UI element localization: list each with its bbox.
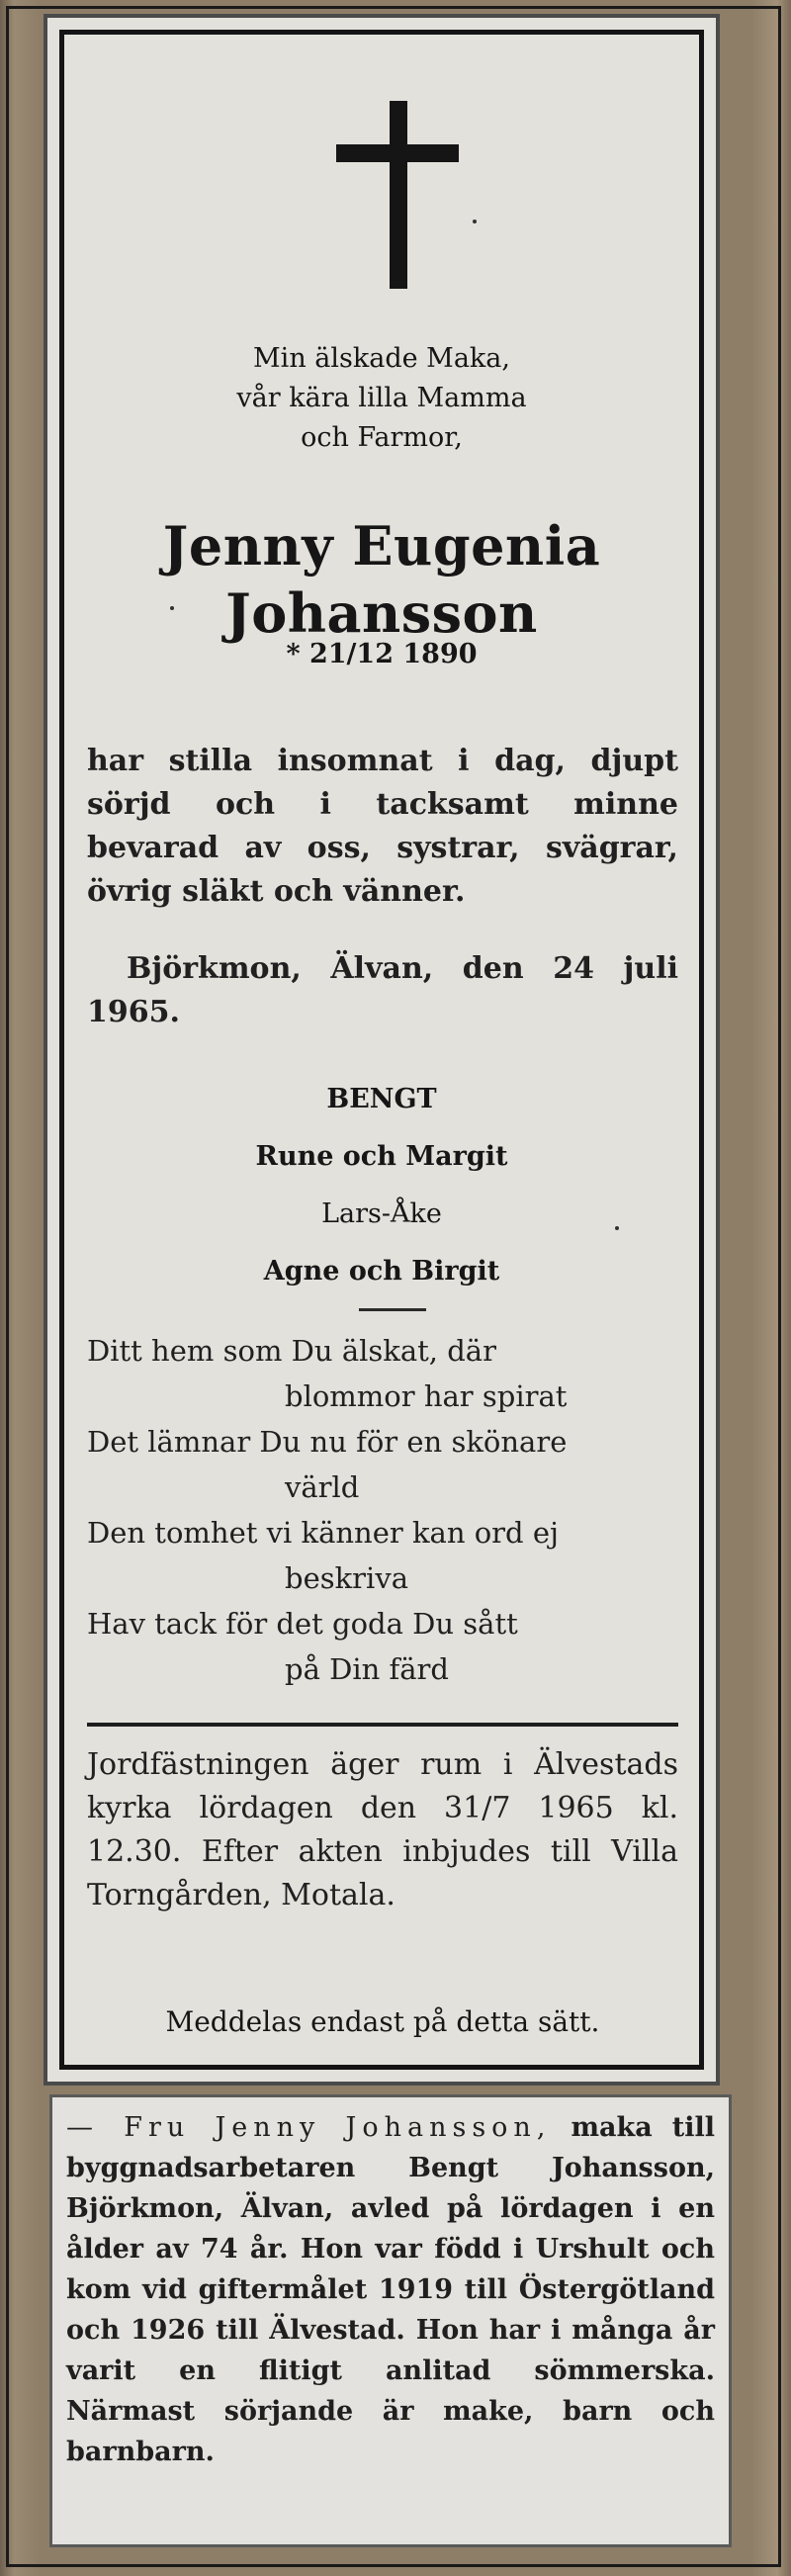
poem-line: Det lämnar Du nu för en skönare: [87, 1425, 568, 1459]
family-member: Lars-Åke: [321, 1199, 442, 1229]
closing-note: Meddelas endast på detta sätt.: [165, 2005, 600, 2038]
funeral-info: Jordfästningen äger rum i Älvestads kyrka lördagen den 31/7 1965 kl. 12.30. Efter akten inbjudes till Villa Torngården, Motala.: [87, 1747, 678, 1912]
family-list: [87, 1071, 676, 1300]
print-speck: [615, 1226, 619, 1230]
poem-line-cont: blommor har spirat: [285, 1379, 568, 1413]
intro-line: och Farmor,: [301, 422, 463, 453]
family-member: Rune och Margit: [255, 1141, 508, 1172]
deceased-name: [87, 512, 676, 647]
poem-line-cont: beskriva: [285, 1561, 408, 1595]
birth-date: * 21/12 1890: [286, 639, 478, 669]
obituary-notice: [44, 14, 720, 2086]
poem-line: Ditt hem som Du älskat, där: [87, 1334, 496, 1368]
intro-lines: [87, 339, 676, 458]
poem-line-cont: på Din färd: [285, 1652, 449, 1686]
announcement-text: har stilla insomnat i dag, djupt sörjd och i tacksamt minne bevarad av oss, systrar, svägrar, övrig släkt och vänner.: [87, 744, 678, 909]
poem-line-cont: värld: [285, 1470, 360, 1504]
poem-line: Hav tack för det goda Du sått: [87, 1607, 518, 1641]
clipping-lead: — Fru Jenny Johansson,: [66, 2112, 552, 2143]
poem-line: Den tomhet vi känner kan ord ej: [87, 1516, 559, 1550]
clipping-text: maka till byggnadsarbetaren Bengt Johansson, Björkmon, Älvan, avled på lördagen i en ålder av 74 år. Hon var född i Urshult och kom vid giftermålet 1919 till Östergötland och 1926 till Älvestad. Hon har i många år varit en flitigt anlitad sömmerska. Närmast sörjande är make, barn och barnbarn.: [66, 2112, 715, 2467]
place-date: Björkmon, Älvan, den 24 juli 1965.: [87, 951, 678, 1029]
divider-short: [359, 1308, 426, 1311]
print-speck: [170, 606, 174, 610]
family-member: Agne och Birgit: [263, 1256, 500, 1287]
divider-long: [87, 1723, 678, 1727]
intro-line: vår kära lilla Mamma: [236, 383, 527, 413]
intro-line: Min älskade Maka,: [253, 343, 510, 374]
memorial-poem: [87, 1328, 678, 1692]
print-speck: [473, 220, 477, 223]
family-member: BENGT: [326, 1084, 437, 1114]
name-line-1: Jenny Eugenia: [162, 514, 601, 577]
newspaper-clipping: [49, 2094, 732, 2547]
name-line-2: Johansson: [225, 581, 538, 645]
cross-icon: [334, 101, 463, 299]
